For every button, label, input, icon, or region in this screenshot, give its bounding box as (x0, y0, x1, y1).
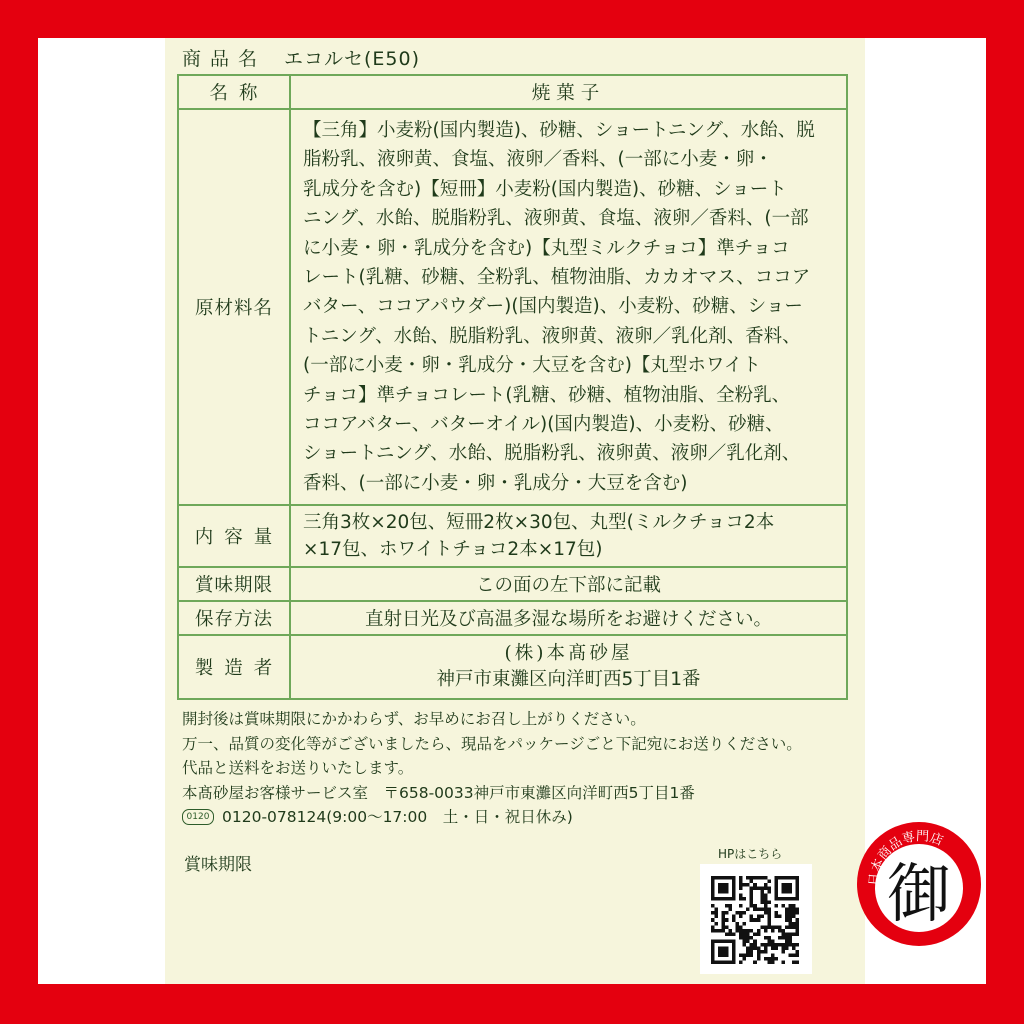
manufacturer-key: 製造者 (178, 635, 290, 699)
table-row-storage (178, 601, 847, 635)
note-line: 代品と送料をお送りいたします。 (182, 759, 414, 777)
manufacturer-value (290, 635, 847, 699)
ingredients-line: 【三角】小麦粉(国内製造)、砂糖、ショートニング、水飴、脱 (303, 120, 815, 141)
contents-value (290, 505, 847, 567)
seal-logo (855, 820, 983, 948)
ingredients-line: 脂粉乳、液卵黄、食塩、液卵／香料、(一部に小麦・卵・ (303, 149, 773, 171)
contents-key: 内容量 (178, 505, 290, 567)
seal-kanji: 御 (887, 858, 951, 932)
contents-line: 三角3枚×20包、短冊2枚×30包、丸型(ミルクチョコ2本 (303, 512, 775, 534)
phone-text: 0120-078124(9:00〜17:00 土・日・祝日休み) (222, 808, 573, 826)
contents-line: ×17包、ホワイトチョコ2本×17包) (303, 539, 603, 561)
table-row-best-before (178, 567, 847, 601)
manufacturer-address: 神戸市東灘区向洋町西5丁目1番 (436, 669, 701, 691)
ingredients-line: レート(乳糖、砂糖、全粉乳、植物油脂、カカオマス、ココア (303, 267, 811, 289)
qr-code-icon (710, 876, 800, 964)
hp-label: HPはこちら (718, 847, 783, 861)
ingredients-line: ニング、水飴、脱脂粉乳、液卵黄、食塩、液卵／香料、(一部 (303, 208, 809, 230)
ingredients-line: バター、ココアパウダー)(国内製造)、小麦粉、砂糖、ショー (303, 296, 803, 318)
best-before-value: この面の左下部に記載 (290, 567, 847, 601)
note-line: 本髙砂屋お客様サービス室 〒658-0033神戸市東灘区向洋町西5丁目1番 (182, 783, 695, 802)
expiry-label: 賞味期限 (184, 855, 252, 875)
ingredients-line: チョコ】準チョコレート(乳糖、砂糖、植物油脂、全粉乳、 (303, 384, 791, 406)
product-name-line (182, 44, 420, 71)
table-row-ingredients (178, 109, 847, 505)
manufacturer-company: (株)本髙砂屋 (504, 643, 633, 665)
ingredients-line: トニング、水飴、脱脂粉乳、液卵黄、液卵／乳化剤、香料、 (303, 325, 801, 347)
ingredients-line: に小麦・卵・乳成分を含む)【丸型ミルクチョコ】準チョコ (303, 237, 790, 259)
name-value: 焼菓子 (290, 75, 847, 109)
qr-code[interactable] (700, 864, 812, 974)
product-info-table (177, 74, 848, 700)
table-row-manufacturer (178, 635, 847, 699)
product-name-key: 商品名 (182, 48, 267, 70)
table-row-contents (178, 505, 847, 567)
best-before-key: 賞味期限 (178, 567, 290, 601)
product-name-value: エコルセ(E50) (284, 48, 421, 70)
notes-block (182, 707, 802, 830)
note-line: 開封後は賞味期限にかかわらず、お早めにお召し上がりください。 (182, 710, 646, 728)
ingredients-key: 原材料名 (178, 109, 290, 505)
name-key: 名称 (178, 75, 290, 109)
storage-key: 保存方法 (178, 601, 290, 635)
ingredients-line: 香料、(一部に小麦・卵・乳成分・大豆を含む) (303, 472, 688, 494)
note-line: 万一、品質の変化等がございましたら、現品をパッケージごと下記宛にお送りください。 (182, 734, 802, 753)
ingredients-line: 乳成分を含む)【短冊】小麦粉(国内製造)、砂糖、ショート (303, 178, 787, 200)
phone-line (182, 805, 802, 830)
ingredients-line: (一部に小麦・卵・乳成分・大豆を含む)【丸型ホワイト (303, 355, 761, 377)
ingredients-line: ショートニング、水飴、脱脂粉乳、液卵黄、液卵／乳化剤、 (303, 443, 801, 465)
table-row-name (178, 75, 847, 109)
freedial-icon: 0120 (182, 809, 214, 825)
ingredients-line: ココアバター、バターオイル)(国内製造)、小麦粉、砂糖、 (303, 414, 784, 436)
ingredients-value (290, 109, 847, 505)
seal-arc-text: 日本商品専門店 (866, 829, 946, 887)
storage-value: 直射日光及び高温多湿な場所をお避けください。 (290, 601, 847, 635)
